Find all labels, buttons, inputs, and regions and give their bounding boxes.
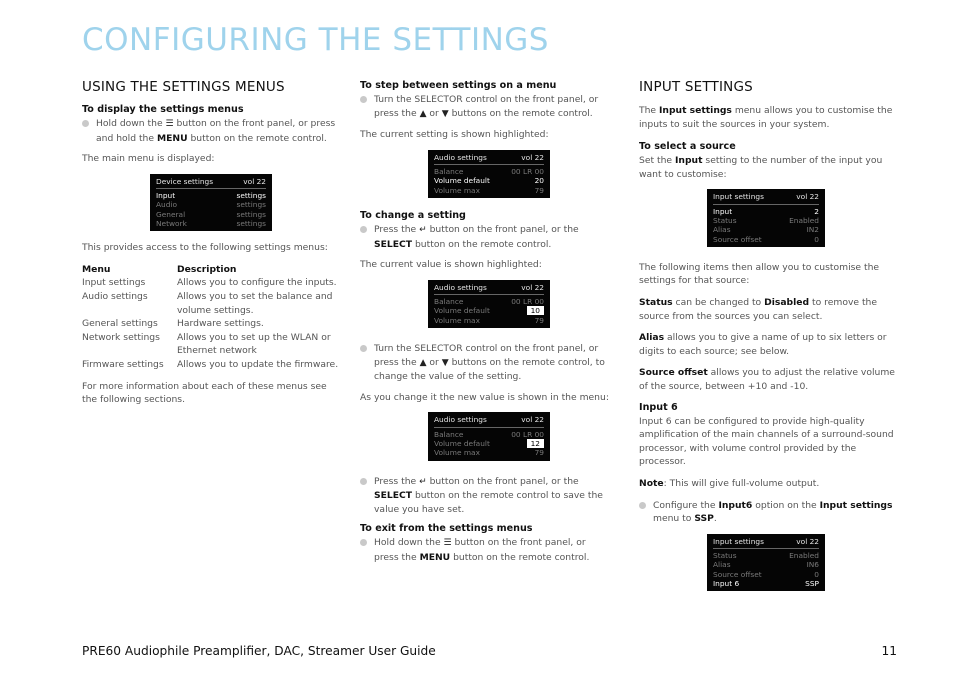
screen-row: Balance 00 LR 00: [434, 167, 544, 177]
bullet-dot: [639, 502, 646, 509]
table-row: Audio settings Allows you to set the balance and volume settings.: [82, 291, 333, 316]
main-menu-text: The main menu is displayed:: [82, 153, 215, 165]
exit-menus-bullet: Hold down the ☰ button on the front panel, or press the MENU button on the remote control.: [360, 536, 610, 564]
current-setting-text: The current setting is shown highlighted:: [360, 129, 549, 141]
screen-row: Source offset 0: [713, 234, 819, 244]
access-text: This provides access to the following settings menus:: [82, 242, 328, 254]
menu-icon: ☰: [165, 119, 174, 129]
table-row: Input settings Allows you to configure the inputs.: [82, 277, 337, 289]
change-setting-heading: To change a setting: [360, 209, 466, 221]
change-setting-bullet: Press the ↵ button on the front panel, or the SELECT button on the remote control.: [360, 223, 610, 251]
source-offset-text: Source offset allows you to adjust the relative volume of the source, between +10 and -10.: [639, 367, 895, 393]
bullet-dot: [360, 96, 367, 103]
turn-selector-bullet: Turn the SELECTOR control on the front panel, or press the ▲ or ▼ buttons on the remote control, to change the value of the setting.: [360, 342, 610, 384]
input6-heading: Input 6: [639, 401, 678, 413]
bullet-dot: [360, 539, 367, 546]
display-menus-heading: To display the settings menus: [82, 104, 244, 115]
bullet-dot: [82, 120, 89, 127]
screen-row: General settings: [156, 209, 266, 219]
device-settings-screen: Device settings vol 22 Input settings Audio settings General settings Network settings: [150, 174, 272, 231]
input6-text: Input 6 can be configured to provide high-quality amplification of the main channels of a surround-sound processor, with volume control provided by the processor.: [639, 415, 894, 468]
screen-row: Status Enabled: [713, 215, 819, 225]
more-info-text: For more information about each of these menus see the following sections.: [82, 380, 327, 406]
screen-row: Volume default 20: [434, 176, 544, 186]
select-source-text: Set the Input setting to the number of the input you want to customise:: [639, 155, 883, 180]
screen-row: Alias IN2: [713, 225, 819, 235]
settings-menus-table: [82, 263, 340, 372]
enter-icon: ↵: [419, 224, 427, 235]
screen-row: Source offset 0: [713, 569, 819, 579]
down-arrow-icon: ▼: [441, 357, 449, 368]
screen-row: Input settings: [156, 191, 266, 201]
bullet-dot: [360, 226, 367, 233]
audio-settings-screen-1: Audio settings vol 22 Balance 00 LR 00 Volume default 20 Volume max 79: [428, 150, 550, 198]
step-settings-bullet: Turn the SELECTOR control on the front panel, or press the ▲ or ▼ buttons on the remote control.: [360, 93, 610, 121]
step-settings-heading: To step between settings on a menu: [360, 80, 557, 91]
column-settings-menus: [82, 80, 340, 415]
screen-row: Input 2: [713, 206, 819, 216]
up-arrow-icon: ▲: [419, 108, 427, 119]
screen-row: Volume max 79: [434, 315, 544, 325]
section-heading-settings-menus: USING THE SETTINGS MENUS: [82, 79, 285, 95]
configure-input6-bullet: Configure the Input6 option on the Input settings menu to SSP.: [639, 499, 899, 526]
enter-icon: ↵: [419, 476, 427, 487]
footer-title: PRE60 Audiophile Preamplifier, DAC, Streamer User Guide: [82, 644, 436, 658]
new-value-text: As you change it the new value is shown in the menu:: [360, 391, 609, 403]
page-title: CONFIGURING THE SETTINGS: [82, 22, 549, 58]
alias-text: Alias allows you to give a name of up to six letters or digits to each source; see below.: [639, 332, 887, 357]
page-number: 11: [881, 644, 897, 658]
audio-settings-screen-3: Audio settings vol 22 Balance 00 LR 00 Volume default 12 Volume max 79: [428, 412, 550, 460]
screen-row: Input 6 SSP: [713, 578, 819, 588]
table-header-row: Menu Description: [82, 263, 237, 275]
screen-row: Balance 00 LR 00: [434, 297, 544, 307]
section-heading-input-settings: INPUT SETTINGS: [639, 79, 753, 95]
screen-row: Alias IN6: [713, 560, 819, 570]
bullet-dot: [360, 345, 367, 352]
table-row: General settings Hardware settings.: [82, 318, 264, 330]
input-settings-screen-1: Input settings vol 22 Input 2 Status Enabled Alias IN2 Source offset 0: [707, 189, 825, 246]
up-arrow-icon: ▲: [419, 357, 427, 368]
bullet-dot: [360, 478, 367, 485]
column-input-settings: [639, 80, 899, 601]
audio-settings-screen-2: Audio settings vol 22 Balance 00 LR 00 Volume default 10 Volume max 79: [428, 280, 550, 328]
input-settings-screen-2: Input settings vol 22 Status Enabled Alias IN6 Source offset 0 Input 6 SSP: [707, 534, 825, 591]
screen-row: Audio settings: [156, 200, 266, 210]
column-menu-navigation: [360, 80, 610, 571]
down-arrow-icon: ▼: [441, 108, 449, 119]
current-value-text: The current value is shown highlighted:: [360, 259, 542, 271]
screen-row: Volume default 10: [434, 306, 544, 315]
screen-row: Network settings: [156, 218, 266, 228]
screen-row: Volume default 12: [434, 439, 544, 448]
screen-row: Balance 00 LR 00: [434, 429, 544, 439]
screen-row: Volume max 79: [434, 448, 544, 458]
menu-icon: ☰: [443, 538, 452, 549]
screen-row: Volume max 79: [434, 185, 544, 195]
select-source-heading: To select a source: [639, 141, 736, 153]
note-text: Note: This will give full-volume output.: [639, 477, 820, 489]
display-menus-bullet: Hold down the ☰ button on the front panel, or press and hold the MENU button on the remote control.: [82, 117, 340, 145]
exit-menus-heading: To exit from the settings menus: [360, 523, 533, 535]
status-text: Status can be changed to Disabled to remove the source from the sources you can select.: [639, 297, 878, 322]
input-settings-intro: The Input settings menu allows you to customise the inputs to suit the sources in your system.: [639, 105, 893, 130]
save-value-bullet: Press the ↵ button on the front panel, or the SELECT button on the remote control to save the value you have set.: [360, 475, 610, 517]
table-row: Firmware settings Allows you to update the firmware.: [82, 359, 339, 371]
screen-row: Status Enabled: [713, 551, 819, 561]
table-row: Network settings Allows you to set up the WLAN or Ethernet network: [82, 331, 331, 357]
following-items-text: The following items then allow you to customise the settings for that source:: [639, 261, 880, 287]
